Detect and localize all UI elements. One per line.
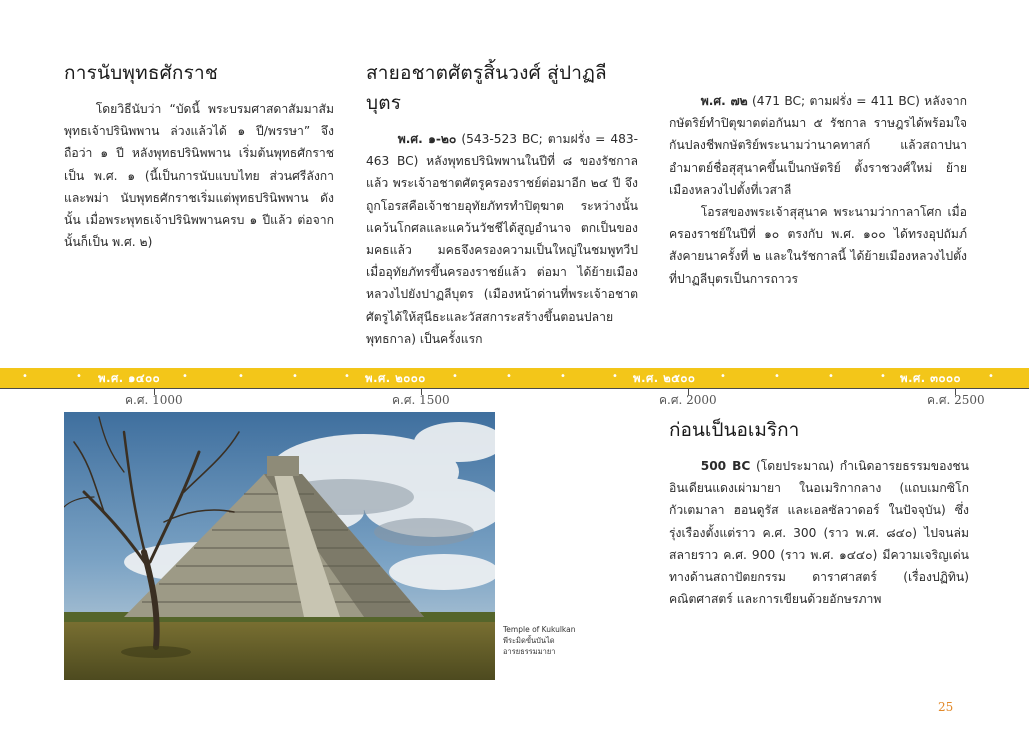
timeline-be-label: พ.ศ. ๑๔๐๐ [98, 371, 161, 385]
column-buddhist-era [64, 58, 334, 253]
paragraph-maya [669, 455, 969, 610]
heading-buddhist-era: การนับพุทธศักราช [64, 62, 219, 84]
heading-ajatasattu: สายอชาตศัตรูสิ้นวงศ์ สู่ปาฏลีบุตร [366, 62, 607, 114]
caption-line: อารยธรรมมายา [503, 647, 556, 656]
section-before-america [669, 415, 969, 610]
paragraph-susunaga [669, 90, 967, 201]
paragraph-text: โดยวิธีนับว่า “บัดนี้ พระบรมศาสดาสัมมาสัมพุทธเจ้าปรินิพพาน ล่วงแล้วได้ ๑ ปี/พรรษา” จึงถือว่า ๑ ปี หลังพุทธปรินิพพาน เริ่มต้นพุทธศักราช เป็น พ.ศ. ๑ (นี้เป็นการนับแบบไทย ส่วนศรีลังกา และพม่า นับพุทธศักราชเริ่มแต่พุทธปรินิพพาน ดังนั้น เมื่อพระพุทธเจ้าปรินิพพานครบ ๑ ปีแล้ว ต่อจากนั้นก็เป็น พ.ศ. ๒) [64, 102, 334, 250]
paragraph-text: (543-523 BC; ตามฝรั่ง = 483-463 BC) หลังพุทธปรินิพพานในปีที่ ๘ ของรัชกาลแล้ว พระเจ้าอชาตศัตรูครองราชย์ต่อมาอีก ๒๔ ปี จึงถูกโอรสคือเจ้าชายอุทัยภัทรทำปิตุฆาต ระหว่างนั้นแคว้นโกศลและแคว้นวัชชีได้สูญอำนาจ ตกเป็นของมคธแล้ว มคธจึงครองความเป็นใหญ่ในชมพูทวีป เมื่ออุทัยภัทรขึ้นครองราชย์แล้ว ต่อมา ได้ย้ายเมืองหลวงไปยังปาฏลีบุตร (เมืองหน้าด่านที่พระเจ้าอชาตศัตรูได้ให้สุนีธะและวัสสการะสร้างขึ้นตอนปลายพุทธกาล) เป็นครั้งแรก [366, 132, 638, 346]
photo-temple-of-kukulkan [64, 412, 495, 680]
timeline-dot: • [238, 371, 244, 382]
timeline-ce-label: ค.ศ. 2000 [659, 393, 717, 407]
timeline-dot: • [828, 371, 834, 382]
timeline-dot: • [292, 371, 298, 382]
paragraph-text: (โดยประมาณ) กำเนิดอารยธรรมของชนอินเดียนแดงเผ่ามายา ในอเมริกากลาง (แถบเมกซิโก กัวเตมาลา ฮอนดูรัส และเอลซัลวาดอร์ ในปัจจุบัน) ซึ่งรุ่งเรืองตั้งแต่ราว ค.ศ. 300 (ราว พ.ศ. ๘๔๐) ไปจนล่มสลายราว ค.ศ. 900 (ราว พ.ศ. ๑๔๔๐) มีความเจริญเด่นทางด้านสถาปัตยกรรม ดาราศาสตร์ (เรื่องปฏิทิน) คณิตศาสตร์ และการเขียนด้วยอักษรภาพ [669, 459, 969, 607]
timeline-ce-label: ค.ศ. 1500 [392, 393, 450, 407]
timeline-be-label: พ.ศ. ๓๐๐๐ [900, 371, 962, 385]
column-susunaga [669, 90, 967, 290]
paragraph-ajatasattu [366, 128, 638, 350]
timeline-ce-label: ค.ศ. 2500 [927, 393, 985, 407]
timeline-dot: • [988, 371, 994, 382]
lead-year: พ.ศ. ๑-๒๐ [397, 132, 457, 146]
paragraph-kalasoka: โอรสของพระเจ้าสุสุนาค พระนามว่ากาลาโศก เมื่อครองราชย์ในปีที่ ๑๐ ตรงกับ พ.ศ. ๑๐๐ ได้ทรงอุปถัมภ์สังคายนาครั้งที่ ๒ และในรัชกาลนี้ ได้ย้ายเมืองหลวงไปตั้งที่ปาฏลีบุตรเป็นการถาวร [669, 205, 967, 286]
paragraph-buddhist-era [64, 98, 334, 253]
timeline-dot: • [880, 371, 886, 382]
timeline-ce-label: ค.ศ. 1000 [125, 393, 183, 407]
pyramid-illustration [64, 412, 495, 680]
page-number: 25 [938, 700, 954, 714]
timeline-dot: • [560, 371, 566, 382]
timeline-dot: • [612, 371, 618, 382]
heading-before-america: ก่อนเป็นอเมริกา [669, 419, 800, 441]
timeline-dot: • [76, 371, 82, 382]
timeline-be-label: พ.ศ. ๒๐๐๐ [365, 371, 426, 385]
timeline-dot: • [506, 371, 512, 382]
photo-caption [503, 624, 593, 657]
timeline-dot: • [774, 371, 780, 382]
timeline-dot: • [182, 371, 188, 382]
timeline-dot: • [452, 371, 458, 382]
paragraph-text: (471 BC; ตามฝรั่ง = 411 BC) หลังจากกษัตริย์ทำปิตุฆาตต่อกันมา ๕ รัชกาล ราษฎรได้พร้อมใจกันปลงชีพกษัตริย์พระนามว่านาคทาสก์ แล้วสถาปนาอำมาตย์ชื่อสุสุนาคขึ้นเป็นกษัตริย์ ตั้งราชวงศ์ใหม่ ย้ายเมืองหลวงไปตั้งที่เวสาลี [669, 94, 967, 197]
timeline-dot: • [22, 371, 28, 382]
timeline-dot: • [344, 371, 350, 382]
lead-year: 500 BC [700, 459, 751, 473]
timeline-dot: • [720, 371, 726, 382]
caption-line: พีระมิดขั้นบันได [503, 636, 555, 645]
timeline-be-label: พ.ศ. ๒๕๐๐ [633, 371, 696, 385]
caption-line: Temple of Kukulkan [503, 625, 576, 634]
column-ajatasattu [366, 58, 638, 350]
lead-year: พ.ศ. ๗๒ [700, 94, 748, 108]
